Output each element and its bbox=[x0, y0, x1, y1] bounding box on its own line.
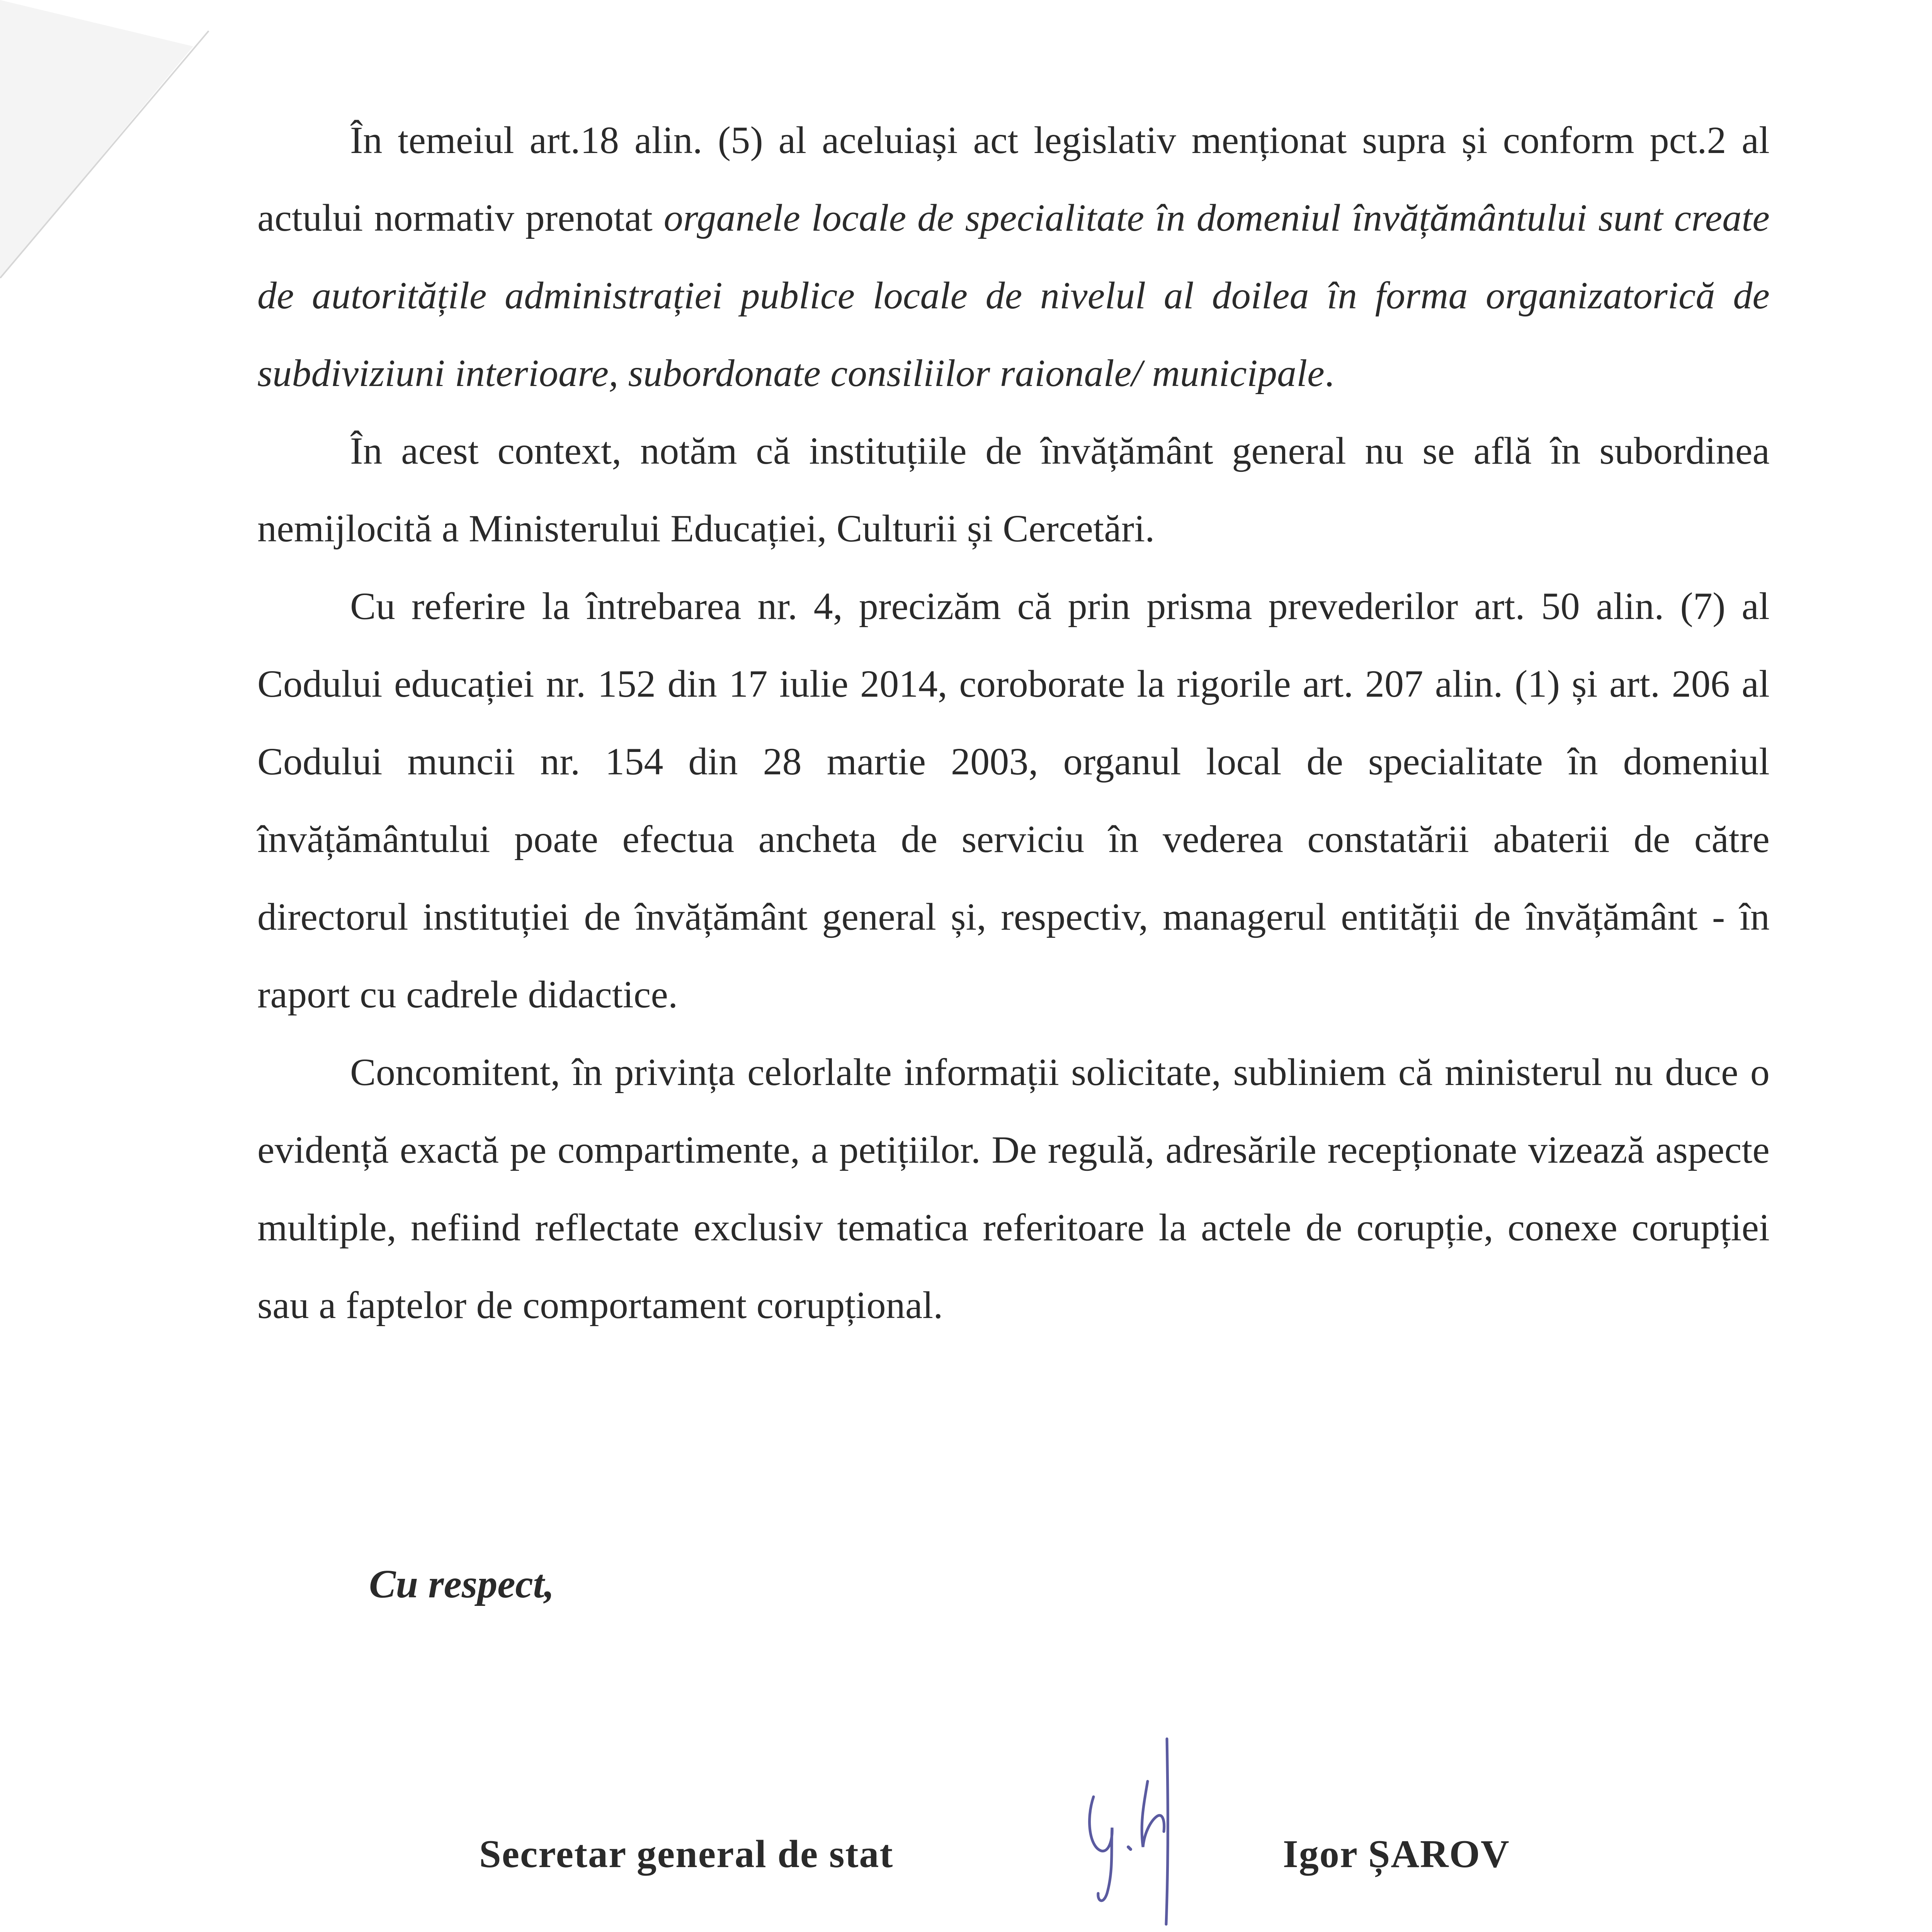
signatory-name: Igor ȘAROV bbox=[1283, 1832, 1510, 1876]
paragraph-text: În temeiul art.18 alin. (5) al aceluiași act legislativ menționat supra și conform pct.2 al actului normativ prenotat bbox=[257, 119, 1770, 239]
letter-body bbox=[257, 101, 1770, 1344]
paragraph bbox=[257, 412, 1770, 567]
closing-salutation: Cu respect, bbox=[369, 1562, 554, 1606]
folded-corner-mark bbox=[0, 0, 216, 278]
paragraph bbox=[257, 567, 1770, 1033]
paragraph-text: Cu referire la întrebarea nr. 4, precizăm că prin prisma prevederilor art. 50 alin. (7) al Codului educației nr. 152 din 17 iulie 2014, coroborate la rigorile art. 207 alin. (1) și art. 206 al Codului muncii nr. 154 din 28 martie 2003, organul local de specialitate în domeniul învățământului poate efectua ancheta de serviciu în vederea constatării abaterii de către directorul instituției de învățământ general și, respectiv, managerul entității de învățământ - în raport cu cadrele didactice. bbox=[257, 585, 1770, 1016]
signatory-title: Secretar general de stat bbox=[479, 1832, 894, 1876]
paragraph bbox=[257, 1033, 1770, 1344]
paragraph bbox=[257, 101, 1770, 412]
italic-quote-text: organele locale de specialitate în domeniul învățământului sunt create de autoritățile administrației publice locale de nivelul al doilea în forma organizatorică de subdiviziuni interioare, subordonate consiliilor raionale/ municipale bbox=[257, 196, 1770, 395]
paragraph-text: În acest context, notăm că instituțiile de învățământ general nu se află în subordinea nemijlocită a Ministerului Educației, Culturii și Cercetări. bbox=[257, 429, 1770, 550]
handwritten-signature bbox=[1070, 1731, 1209, 1932]
paragraph-text: . bbox=[1324, 352, 1335, 395]
paragraph-text: Concomitent, în privința celorlalte informații solicitate, subliniem că ministerul nu duce o evidență exactă pe compartimente, a petițiilor. De regulă, adresările recepționate vizează aspecte multiple, nefiind reflectate exclusiv tematica referitoare la actele de corupție, conexe corupției sau a faptelor de comportament corupțional. bbox=[257, 1051, 1770, 1327]
signature-block bbox=[479, 1824, 1561, 1932]
